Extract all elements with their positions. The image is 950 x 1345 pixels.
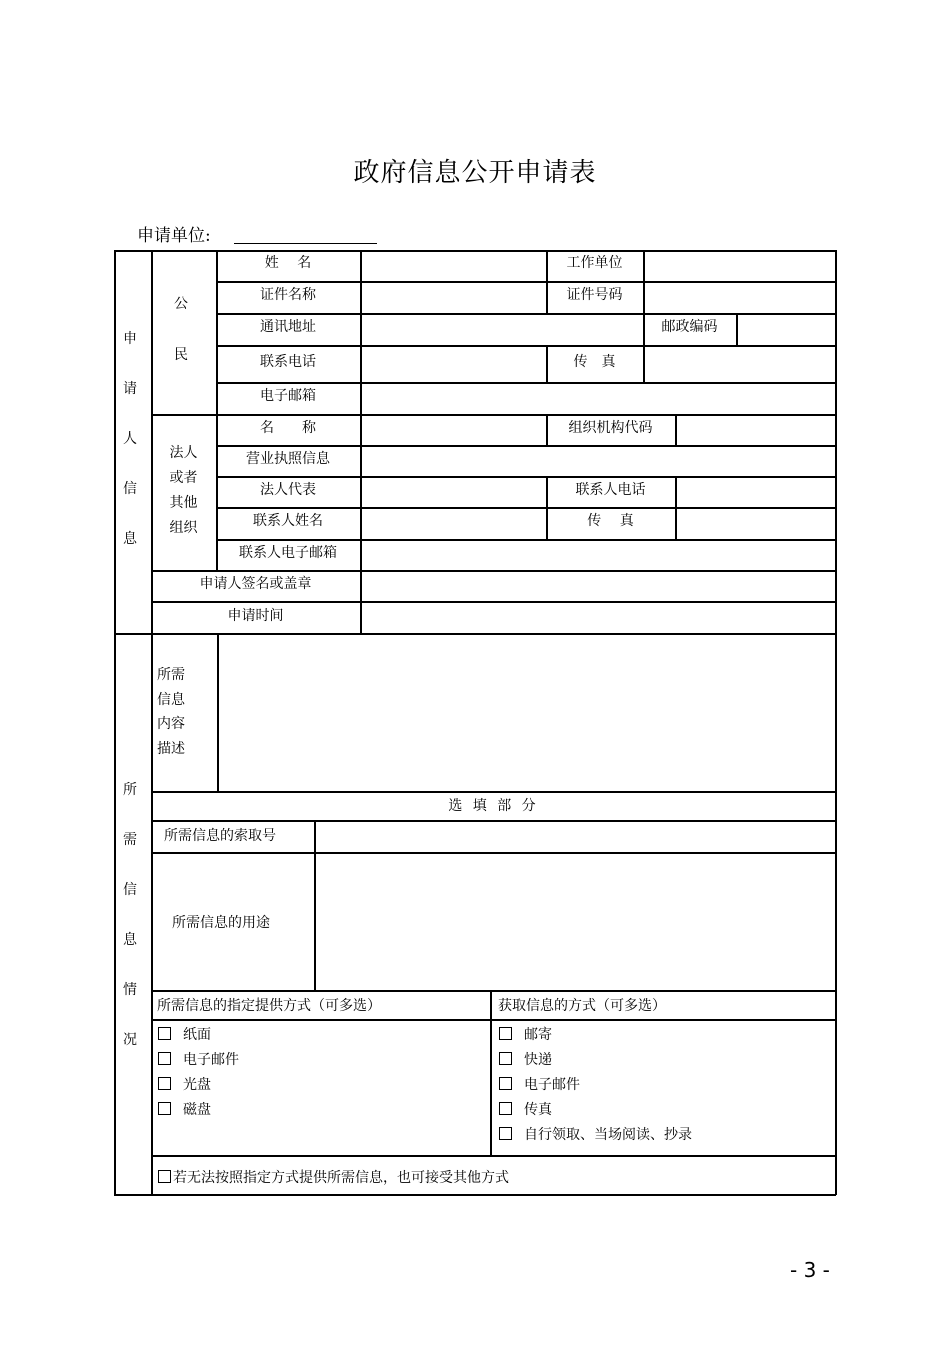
optional-header: 选 填 部 分 [448,798,539,814]
citizen-email-label: 电子邮箱 [260,388,316,404]
citizen-fax-field[interactable] [645,347,834,381]
citizen-phone-field[interactable] [362,347,545,381]
citizen-fax-label: 传 真 [573,354,616,370]
citizen-id-number-label: 证件号码 [566,287,623,303]
citizen-address-label: 通讯地址 [260,319,316,335]
legal-license-field[interactable] [362,447,834,475]
index-label: 所需信息的索取号 [164,828,276,844]
provide-option[interactable]: 光盘 [158,1077,211,1092]
citizen-id-name-label: 证件名称 [260,287,316,303]
citizen-name-label: 姓 名 [264,255,312,271]
page-number: - 3 - [790,1258,830,1282]
usage-field[interactable] [316,854,834,989]
legal-contact-name-field[interactable] [362,509,545,538]
citizen-name-field[interactable] [362,252,545,280]
legal-fax-label: 传 真 [587,513,634,529]
page-title: 政府信息公开申请表 [353,158,597,188]
legal-contact-email-label: 联系人电子邮箱 [239,545,337,561]
checkbox[interactable] [158,1052,171,1065]
legal-rep-field[interactable] [362,478,545,506]
citizen-work-unit-label: 工作单位 [566,255,623,271]
signature-field[interactable] [362,572,834,600]
obtain-option[interactable]: 电子邮件 [499,1077,580,1092]
checkbox[interactable] [499,1077,512,1090]
citizen-id-name-field[interactable] [362,283,545,312]
legal-license-label: 营业执照信息 [246,451,330,467]
obtain-option[interactable]: 快递 [499,1052,552,1067]
obtain-option[interactable]: 自行领取、当场阅读、抄录 [499,1127,692,1142]
applicant-unit-label: 申请单位: [137,226,211,246]
obtain-header: 获取信息的方式（可多选） [498,998,666,1014]
date-field[interactable] [362,603,834,632]
checkbox[interactable] [158,1027,171,1040]
provide-header: 所需信息的指定提供方式（可多选） [157,998,381,1014]
provide-option[interactable]: 磁盘 [158,1102,211,1117]
date-label: 申请时间 [227,608,284,624]
legal-contact-name-label: 联系人姓名 [253,513,323,529]
citizen-phone-label: 联系电话 [260,354,316,370]
citizen-postcode-label: 邮政编码 [661,319,718,335]
citizen-postcode-field[interactable] [738,315,834,344]
legal-org-code-label: 组织机构代码 [568,420,653,436]
legal-name-field[interactable] [362,416,545,444]
checkbox[interactable] [499,1102,512,1115]
legal-rep-label: 法人代表 [260,482,316,498]
citizen-email-field[interactable] [362,384,834,413]
legal-org-code-field[interactable] [677,416,834,444]
provide-option[interactable]: 纸面 [158,1027,211,1042]
legal-fax-field[interactable] [677,509,834,538]
citizen-work-unit-field[interactable] [645,252,834,280]
usage-label: 所需信息的用途 [172,915,270,931]
signature-label: 申请人签名或盖章 [199,576,312,592]
checkbox[interactable] [158,1102,171,1115]
legal-contact-phone-label: 联系人电话 [575,482,646,498]
obtain-option[interactable]: 传真 [499,1102,552,1117]
legal-contact-email-field[interactable] [362,541,834,569]
checkbox[interactable] [499,1052,512,1065]
applicant-unit-field[interactable] [234,243,377,244]
legal-contact-phone-field[interactable] [677,478,834,506]
description-field[interactable] [219,635,834,790]
checkbox[interactable] [499,1127,512,1140]
obtain-option[interactable]: 邮寄 [499,1027,552,1042]
accept-other-option[interactable]: 若无法按照指定方式提供所需信息，也可接受其他方式 [158,1170,509,1185]
checkbox[interactable] [158,1077,171,1090]
citizen-address-field[interactable] [362,315,642,344]
legal-name-label: 名 称 [260,420,316,436]
citizen-id-number-field[interactable] [645,283,834,312]
index-field[interactable] [316,822,834,851]
checkbox[interactable] [158,1170,171,1183]
provide-option[interactable]: 电子邮件 [158,1052,239,1067]
checkbox[interactable] [499,1027,512,1040]
